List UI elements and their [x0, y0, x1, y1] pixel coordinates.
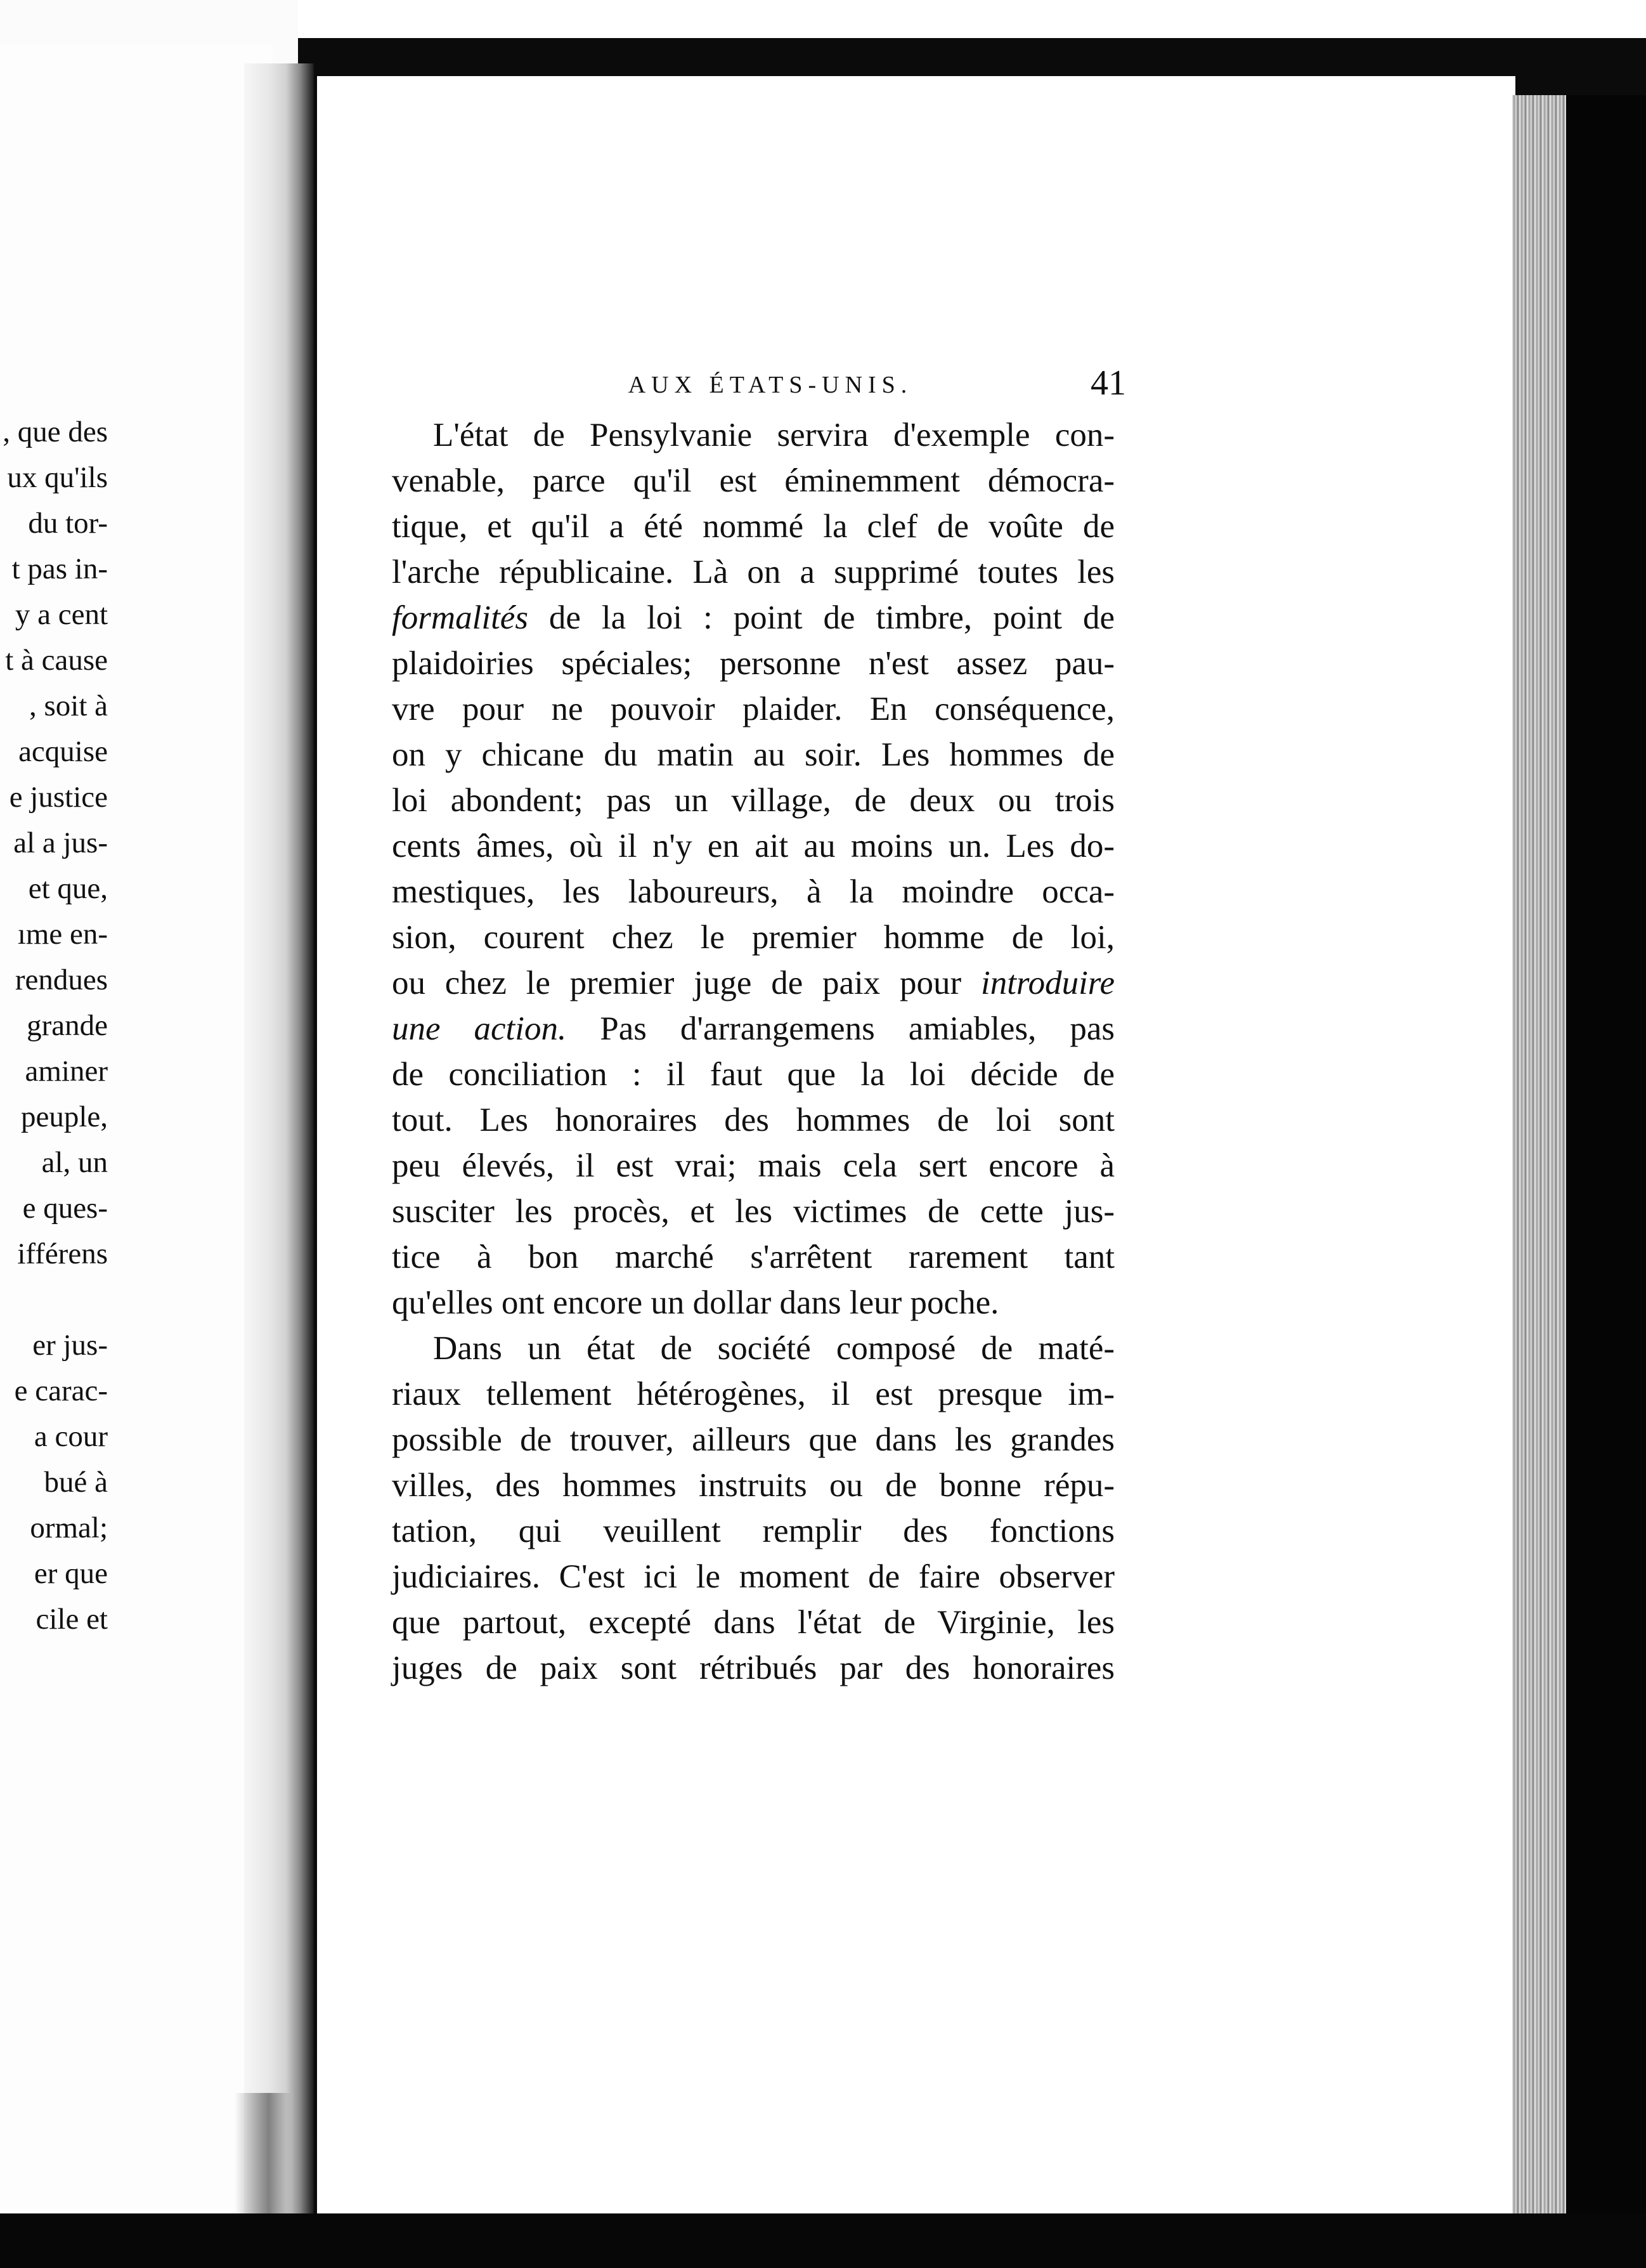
- book-gutter: [244, 63, 314, 2239]
- left-fragment: et que,: [28, 872, 108, 905]
- left-fragment: al a jus-: [13, 826, 108, 859]
- page-number: 41: [1091, 363, 1126, 403]
- left-fragment: al, un: [41, 1146, 108, 1179]
- text-line-rest: de la loi : point de timbre, point de: [528, 599, 1115, 636]
- text-line: riaux tellement hétérogènes, il est presque im-: [392, 1376, 1115, 1412]
- running-header: AUX ÉTATS-UNIS.: [628, 372, 913, 398]
- left-fragment: ormal;: [30, 1511, 108, 1544]
- left-fragment: t pas in-: [11, 552, 108, 585]
- left-fragment: ifférens: [17, 1237, 108, 1270]
- text-line: tout. Les honoraires des hommes de loi sont: [392, 1102, 1115, 1138]
- left-fragment: e ques-: [22, 1192, 108, 1225]
- left-fragment: a cour: [34, 1420, 108, 1453]
- text-line: venable, parce qu'il est éminemment démocra-: [392, 462, 1115, 499]
- italic-term: introduire: [980, 965, 1115, 1001]
- text-line: plaidoiries spéciales; personne n'est assez pau-: [392, 645, 1115, 682]
- left-page-text-fragments: [0, 409, 108, 1642]
- left-fragment: er jus-: [32, 1329, 108, 1362]
- left-fragment: aminer: [25, 1055, 108, 1088]
- text-line-start: ou chez le premier juge de paix pour: [392, 965, 981, 1001]
- text-line: L'état de Pensylvanie servira d'exemple con-: [433, 417, 1115, 453]
- left-fragment: grande: [27, 1009, 108, 1042]
- text-line-with-italic: [392, 595, 1115, 641]
- left-fragment: , soit à: [29, 689, 108, 722]
- text-line: peu élevés, il est vrai; mais cela sert encore à: [392, 1147, 1115, 1184]
- left-fragment: bué à: [44, 1466, 108, 1499]
- italic-term: formalités: [392, 599, 528, 636]
- text-line-with-italic: [392, 960, 1115, 1006]
- left-fragment: e carac-: [14, 1374, 108, 1407]
- left-fragment: , que des: [3, 415, 108, 448]
- text-line-with-italic: [392, 1006, 1115, 1052]
- left-fragment: ux qu'ils: [7, 461, 108, 494]
- left-facing-page: [0, 44, 273, 2226]
- text-line: on y chicane du matin au soir. Les hommes de: [392, 736, 1115, 773]
- text-line: possible de trouver, ailleurs que dans les grandes: [392, 1421, 1115, 1458]
- left-fragment: du tor-: [28, 507, 108, 540]
- text-line: vre pour ne pouvoir plaider. En conséquence,: [392, 691, 1115, 727]
- left-fragment: peuple,: [20, 1100, 108, 1133]
- text-line: susciter les procès, et les victimes de cette jus-: [392, 1193, 1115, 1230]
- text-line: mestiques, les laboureurs, à la moindre occa-: [392, 873, 1115, 910]
- body-text: [392, 412, 1115, 1691]
- italic-term: une action.: [392, 1010, 567, 1047]
- left-fragment: y a cent: [15, 598, 108, 631]
- gutter-shadow: [235, 2093, 292, 2213]
- text-line: tique, et qu'il a été nommé la clef de voûte de: [392, 508, 1115, 545]
- left-fragment: acquise: [18, 735, 108, 768]
- text-line: Dans un état de société composé de maté-: [433, 1330, 1115, 1367]
- left-fragment: er que: [34, 1557, 108, 1590]
- left-fragment: ıme en-: [17, 918, 108, 951]
- left-fragment: rendues: [15, 963, 108, 996]
- text-line: tice à bon marché s'arrêtent rarement tant: [392, 1239, 1115, 1275]
- scan-border-right: [1566, 95, 1646, 2268]
- text-line: villes, des hommes instruits ou de bonne répu-: [392, 1467, 1115, 1504]
- left-fragment: cile et: [36, 1603, 108, 1636]
- left-fragment-gap: [0, 1277, 108, 1322]
- left-fragment: e justice: [9, 781, 108, 814]
- text-line: sion, courent chez le premier homme de loi,: [392, 919, 1115, 956]
- text-line-rest: Pas d'arrangemens amiables, pas: [566, 1010, 1115, 1047]
- text-line: que partout, excepté dans l'état de Virginie, les: [392, 1604, 1115, 1641]
- page-edges: [1512, 95, 1572, 2232]
- text-line: judiciaires. C'est ici le moment de faire observer: [392, 1558, 1115, 1595]
- text-line: loi abondent; pas un village, de deux ou trois: [392, 782, 1115, 819]
- text-line: l'arche républicaine. Là on a supprimé toutes les: [392, 554, 1115, 590]
- text-line: cents âmes, où il n'y en ait au moins un. Les do-: [392, 828, 1115, 864]
- left-fragment: t à cause: [5, 644, 108, 677]
- text-line: de conciliation : il faut que la loi décide de: [392, 1056, 1115, 1093]
- scan-border-bottom: [0, 2213, 1646, 2268]
- text-line: tation, qui veuillent remplir des fonctions: [392, 1513, 1115, 1549]
- text-line: qu'elles ont encore un dollar dans leur poche.: [392, 1284, 999, 1321]
- text-line: juges de paix sont rétribués par des honoraires: [392, 1650, 1115, 1686]
